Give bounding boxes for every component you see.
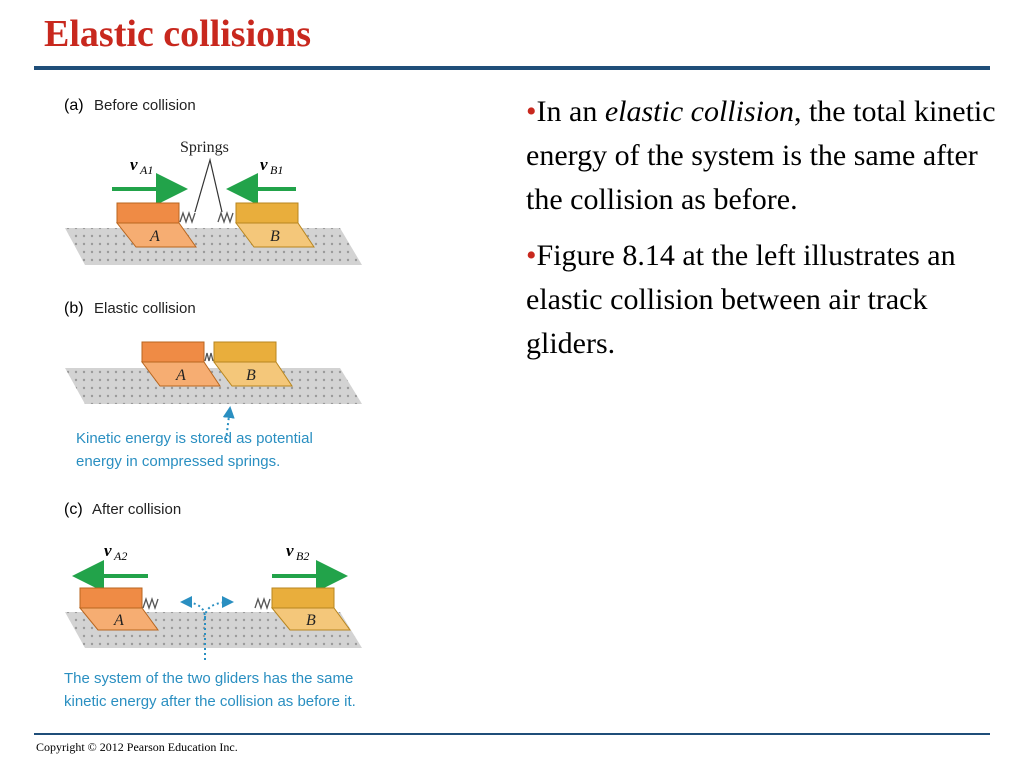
spring-b [255,599,270,608]
panel-c-letter: (c) [64,501,83,518]
bullet-text: In an [536,95,605,128]
velocity-a1-label: v [130,155,138,174]
glider-a-label: A [176,367,186,384]
bullet-item [526,234,996,366]
panel-b-note-line2: energy in compressed springs. [76,453,281,470]
glider-b-label: B [306,612,316,629]
springs-pointer [195,160,222,212]
spring-a [143,599,158,608]
velocity-b2-subscript: B2 [296,549,310,563]
bullet-dot: • [526,239,537,272]
bullet-text: Figure 8.14 at the left illustrates an elastic collision between air track gliders. [526,239,956,360]
panel-a-caption: Before collision [94,97,196,114]
panel-c-note-line1: The system of the two gliders has the same [64,670,354,687]
velocity-b2-label: v [286,541,294,560]
footer-divider [34,733,990,735]
air-track [65,228,362,265]
compressed-springs [205,353,213,361]
velocity-a2-label: v [104,541,112,560]
glider-a-label: A [114,612,124,629]
velocity-a2-subscript: A2 [114,549,128,563]
panel-a [64,97,362,265]
panel-b-caption: Elastic collision [94,300,196,317]
panel-b [64,300,362,470]
glider-a-label: A [150,228,160,245]
bullet-dot: • [526,95,537,128]
panel-c-note-line2: kinetic energy after the collision as before it. [64,693,356,710]
bullet-list [526,90,996,378]
panel-c [64,501,362,710]
slide-title: Elastic collisions [44,13,312,55]
spring-b [218,213,233,222]
bullet-item [526,90,996,222]
glider-b-label: B [270,228,280,245]
panel-b-note-line1: Kinetic energy is stored as potential [76,430,313,447]
panel-b-letter: (b) [64,300,84,317]
panel-a-letter: (a) [64,97,84,114]
panel-c-caption: After collision [92,501,182,518]
velocity-b1-label: v [260,155,268,174]
velocity-b1-subscript: B1 [270,163,284,177]
spring-a [180,213,195,222]
collision-figure [0,0,480,730]
velocity-a1-subscript: A1 [140,163,154,177]
springs-label: Springs [180,139,229,156]
bullet-emphasis: elastic collision [604,95,794,128]
copyright-text: Copyright © 2012 Pearson Education Inc. [36,740,238,754]
glider-b-label: B [246,367,256,384]
bullet-text: , the total kinetic energy of the system is the same after the collision as before. [526,95,996,216]
